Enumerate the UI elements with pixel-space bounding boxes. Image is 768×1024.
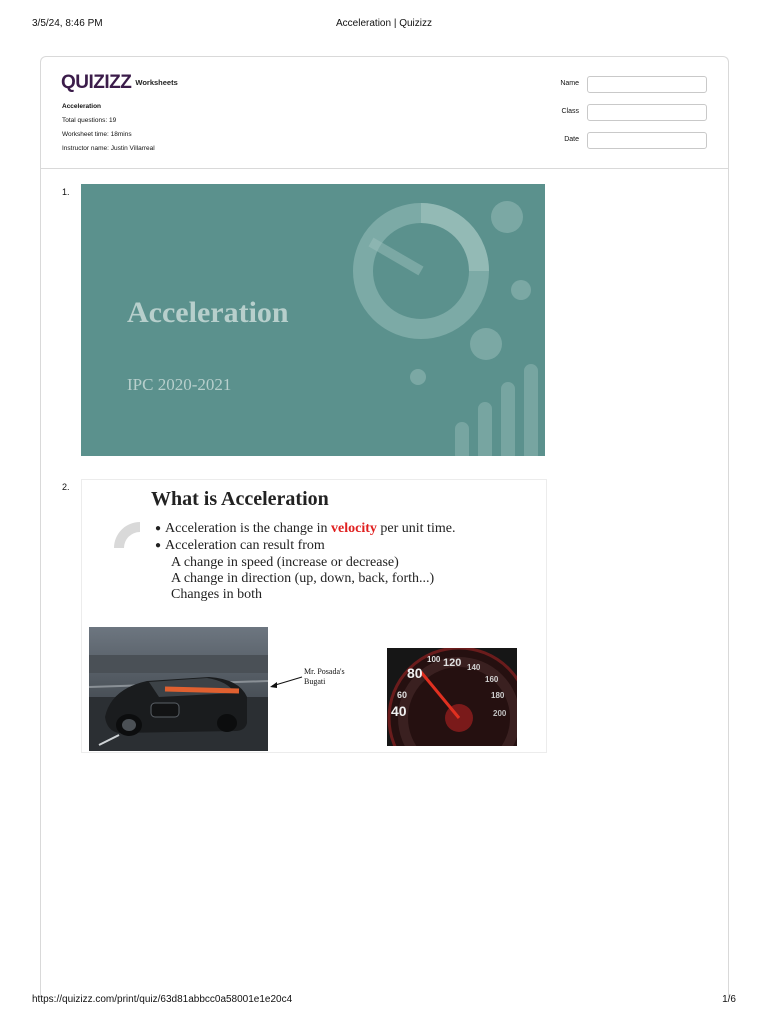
print-title: Acceleration | Quizizz	[336, 18, 432, 29]
gauge-number: 160	[485, 675, 499, 684]
gauge-number: 100	[427, 655, 441, 664]
slide-arc-decoration	[112, 520, 142, 550]
speedometer-photo	[387, 648, 517, 746]
name-input[interactable]	[587, 76, 707, 93]
gauge-number: 200	[493, 709, 507, 718]
bullet-text: per unit time.	[376, 521, 456, 536]
sub-item: Changes in both	[171, 587, 262, 602]
worksheet-header	[41, 57, 728, 169]
slide-title: What is Acceleration	[151, 488, 329, 510]
question-number: 2.	[62, 482, 70, 492]
car-photo	[89, 627, 268, 751]
date-field	[559, 132, 706, 149]
caption-arrow	[268, 675, 304, 689]
class-field	[559, 104, 706, 121]
gauge-number: 80	[407, 665, 423, 681]
print-datetime: 3/5/24, 8:46 PM	[32, 18, 103, 29]
caption-line-2: Bugati	[304, 677, 326, 686]
gauge-number: 140	[467, 663, 481, 672]
sub-item: A change in speed (increase or decrease)	[171, 555, 399, 570]
gauge-number: 120	[443, 657, 462, 669]
page-number: 1/6	[722, 994, 736, 1005]
bullet-text: Acceleration is the change in	[165, 521, 332, 536]
print-footer	[32, 994, 736, 1008]
caption-line-1: Mr. Posada's	[304, 667, 345, 676]
date-input[interactable]	[587, 132, 707, 149]
quizizz-logo	[61, 69, 178, 93]
gauge-number: 40	[391, 703, 407, 719]
brand-subtitle: Worksheets	[135, 78, 178, 87]
brand-name: QUIZIZZ	[61, 72, 132, 93]
sub-item: A change in direction (up, down, back, forth...)	[171, 571, 435, 586]
question-number: 1.	[62, 187, 70, 197]
date-label: Date	[564, 136, 579, 143]
worksheet-time: Worksheet time: 18mins	[62, 131, 132, 138]
print-header	[32, 18, 736, 32]
slide-subtitle: IPC 2020-2021	[127, 375, 232, 394]
slide-title: Acceleration	[127, 296, 289, 329]
photo-caption	[304, 667, 345, 687]
print-url: https://quizizz.com/print/quiz/63d81abbcc0a58001e1e20c4	[32, 994, 293, 1005]
quiz-title: Acceleration	[62, 103, 102, 110]
velocity-highlight: velocity	[331, 521, 377, 536]
class-input[interactable]	[587, 104, 707, 121]
question-2-slide	[81, 479, 547, 753]
question-1-slide	[81, 184, 545, 456]
bullet-definition	[155, 521, 455, 538]
gauge-number: 180	[491, 691, 505, 700]
worksheet-meta	[62, 100, 155, 156]
gauge-number: 60	[397, 690, 408, 700]
instructor-name: Instructor name: Justin Villarreal	[62, 145, 155, 152]
bullet-results: ● Acceleration can result from	[155, 538, 455, 555]
name-label: Name	[560, 80, 579, 87]
class-label: Class	[561, 108, 579, 115]
total-questions: Total questions: 19	[62, 117, 117, 124]
slide-bullets	[155, 521, 455, 603]
worksheet-card	[40, 56, 729, 997]
name-field	[559, 76, 706, 93]
